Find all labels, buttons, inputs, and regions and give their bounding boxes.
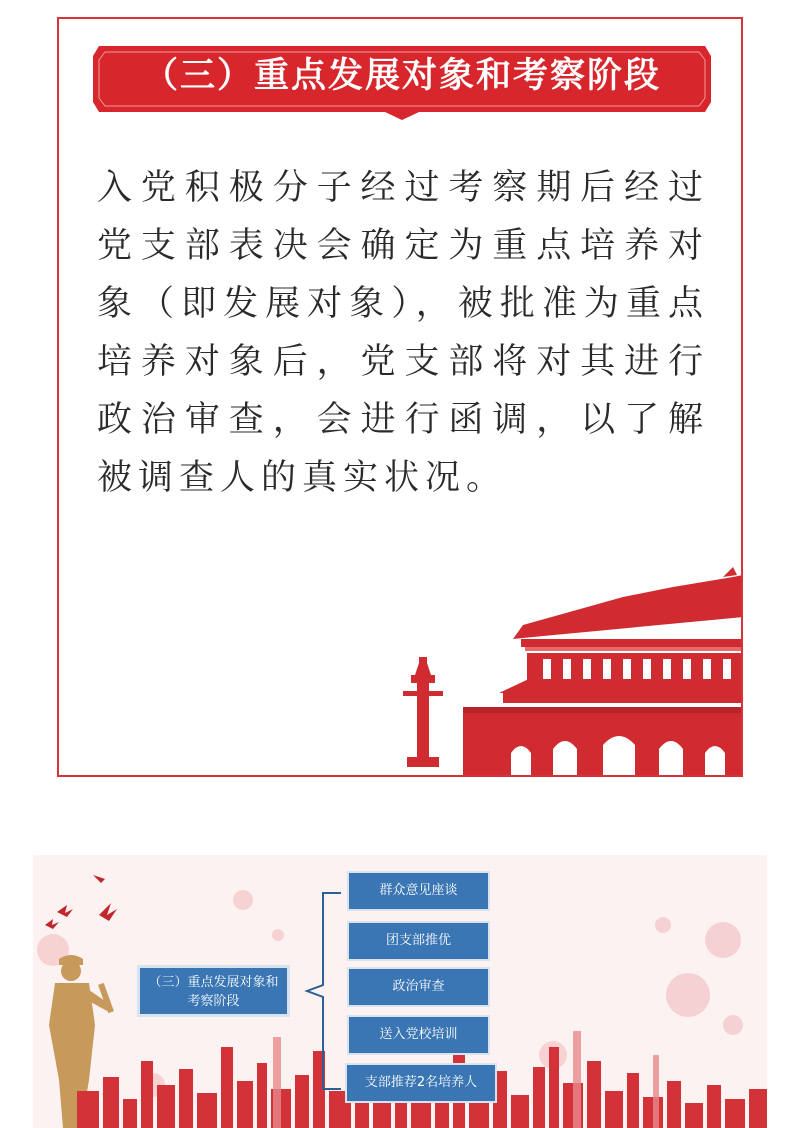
process-infographic <box>33 855 767 1128</box>
tiananmen-illustration <box>403 567 743 777</box>
step-box-5: 支部推荐2名培养人 <box>345 1063 497 1103</box>
stage-card <box>57 17 743 777</box>
body-paragraph: 入党积极分子经过考察期后经过党支部表决会确定为重点培养对象（即发展对象），被批准为重点培养对象后，党支部将对其进行政治审查，会进行函调，以了解被调查人的真实状况。 <box>97 168 709 498</box>
step-box-2: 团支部推优 <box>347 921 490 961</box>
page-title: （三）重点发展对象和考察阶段 <box>142 56 661 96</box>
step-box-3: 政治审查 <box>347 967 490 1007</box>
stage-box: （三）重点发展对象和考察阶段 <box>137 965 290 1017</box>
brace-connector <box>303 891 347 1091</box>
step-box-4: 送入党校培训 <box>347 1015 490 1055</box>
title-banner <box>89 36 715 122</box>
step-box-1: 群众意见座谈 <box>347 871 490 911</box>
